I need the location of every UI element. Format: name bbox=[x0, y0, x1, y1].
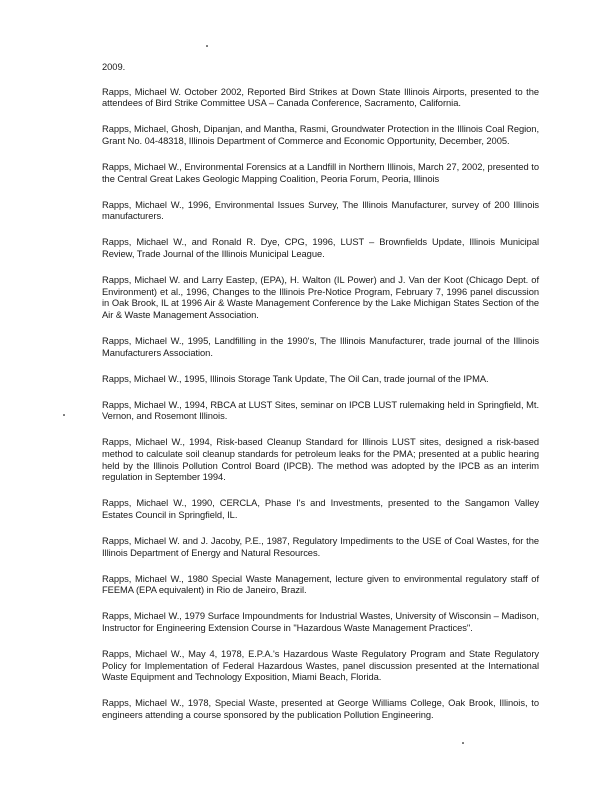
reference-entry: Rapps, Michael W., 1978, Special Waste, presented at George Williams College, Oak Brook, Illinois, to engineers attending a course sponsored by the publication Pollution Engineering. bbox=[102, 698, 539, 720]
scan-speck bbox=[462, 742, 464, 744]
scan-speck bbox=[63, 414, 65, 416]
reference-entry: Rapps, Michael W., 1979 Surface Impoundments for Industrial Wastes, University of Wisconsin – Madison, Instructor for Engineering Extension Course in "Hazardous Waste Management Practices". bbox=[102, 611, 539, 633]
reference-entry: Rapps, Michael W., May 4, 1978, E.P.A.'s Hazardous Waste Regulatory Program and State Regulatory Policy for Implementation of Federal Hazardous Wastes, panel discussion presented at the International Waste Equipment and Technology Exposition, Miami Beach, Florida. bbox=[102, 649, 539, 683]
references-list bbox=[102, 62, 539, 736]
reference-entry: Rapps, Michael W., 1990, CERCLA, Phase I's and Investments, presented to the Sangamon Valley Estates Council in Springfield, IL. bbox=[102, 498, 539, 520]
reference-entry: Rapps, Michael W., Environmental Forensics at a Landfill in Northern Illinois, March 27, 2002, presented to the Central Great Lakes Geologic Mapping Coalition, Peoria Forum, Peoria, Illinois bbox=[102, 161, 539, 184]
reference-entry: Rapps, Michael W., 1994, RBCA at LUST Sites, seminar on IPCB LUST rulemaking held in Springfield, Mt. Vernon, and Rosemont Illinois. bbox=[102, 399, 539, 422]
reference-entry: Rapps, Michael W., 1980 Special Waste Management, lecture given to environmental regulatory staff of FEEMA (EPA equivalent) in Rio de Janeiro, Brazil. bbox=[102, 573, 539, 596]
reference-entry: Rapps, Michael W., 1994, Risk-based Cleanup Standard for Illinois LUST sites, designed a risk-based method to calculate soil cleanup standards for petroleum leaks for the PMA; presented at a public hearing held by the Illinois Pollution Control Board (IPCB). The method was adopted by the IPCB as an interim regulation in September 1994. bbox=[102, 437, 539, 483]
reference-entry: Rapps, Michael W., 1995, Illinois Storage Tank Update, The Oil Can, trade journal of the IPMA. bbox=[102, 373, 489, 384]
reference-entry: Rapps, Michael W., 1996, Environmental Issues Survey, The Illinois Manufacturer, survey of 200 Illinois manufacturers. bbox=[102, 199, 539, 222]
reference-entry: Rapps, Michael W. October 2002, Reported Bird Strikes at Down State Illinois Airports, presented to the attendees of Bird Strike Committee USA – Canada Conference, Sacramento, California. bbox=[102, 86, 539, 109]
reference-entry: Rapps, Michael W. and Larry Eastep, (EPA), H. Walton (IL Power) and J. Van der Koot (Chicago Dept. of Environment) et al., 1996, Changes to the Illinois Pre-Notice Program, February 7, 1996 panel discussion in Oak Brook, IL at 1996 Air & Waste Management Conference by the Lake Michigan States Section of the Air & Waste Management Association. bbox=[102, 275, 539, 320]
scan-speck bbox=[206, 45, 208, 47]
reference-entry: 2009. bbox=[102, 62, 126, 72]
reference-entry: Rapps, Michael, Ghosh, Dipanjan, and Mantha, Rasmi, Groundwater Protection in the Illinois Coal Region, Grant No. 04-48318, Illinois Department of Commerce and Economic Opportunity, December, 2005. bbox=[102, 124, 539, 146]
reference-entry: Rapps, Michael W., and Ronald R. Dye, CPG, 1996, LUST – Brownfields Update, Illinois Municipal Review, Trade Journal of the Illinois Municipal League. bbox=[102, 237, 539, 259]
reference-entry: Rapps, Michael W. and J. Jacoby, P.E., 1987, Regulatory Impediments to the USE of Coal Wastes, for the Illinois Department of Energy and Natural Resources. bbox=[102, 535, 539, 558]
reference-entry: Rapps, Michael W., 1995, Landfilling in the 1990's, The Illinois Manufacturer, trade journal of the Illinois Manufacturers Association. bbox=[102, 335, 539, 358]
